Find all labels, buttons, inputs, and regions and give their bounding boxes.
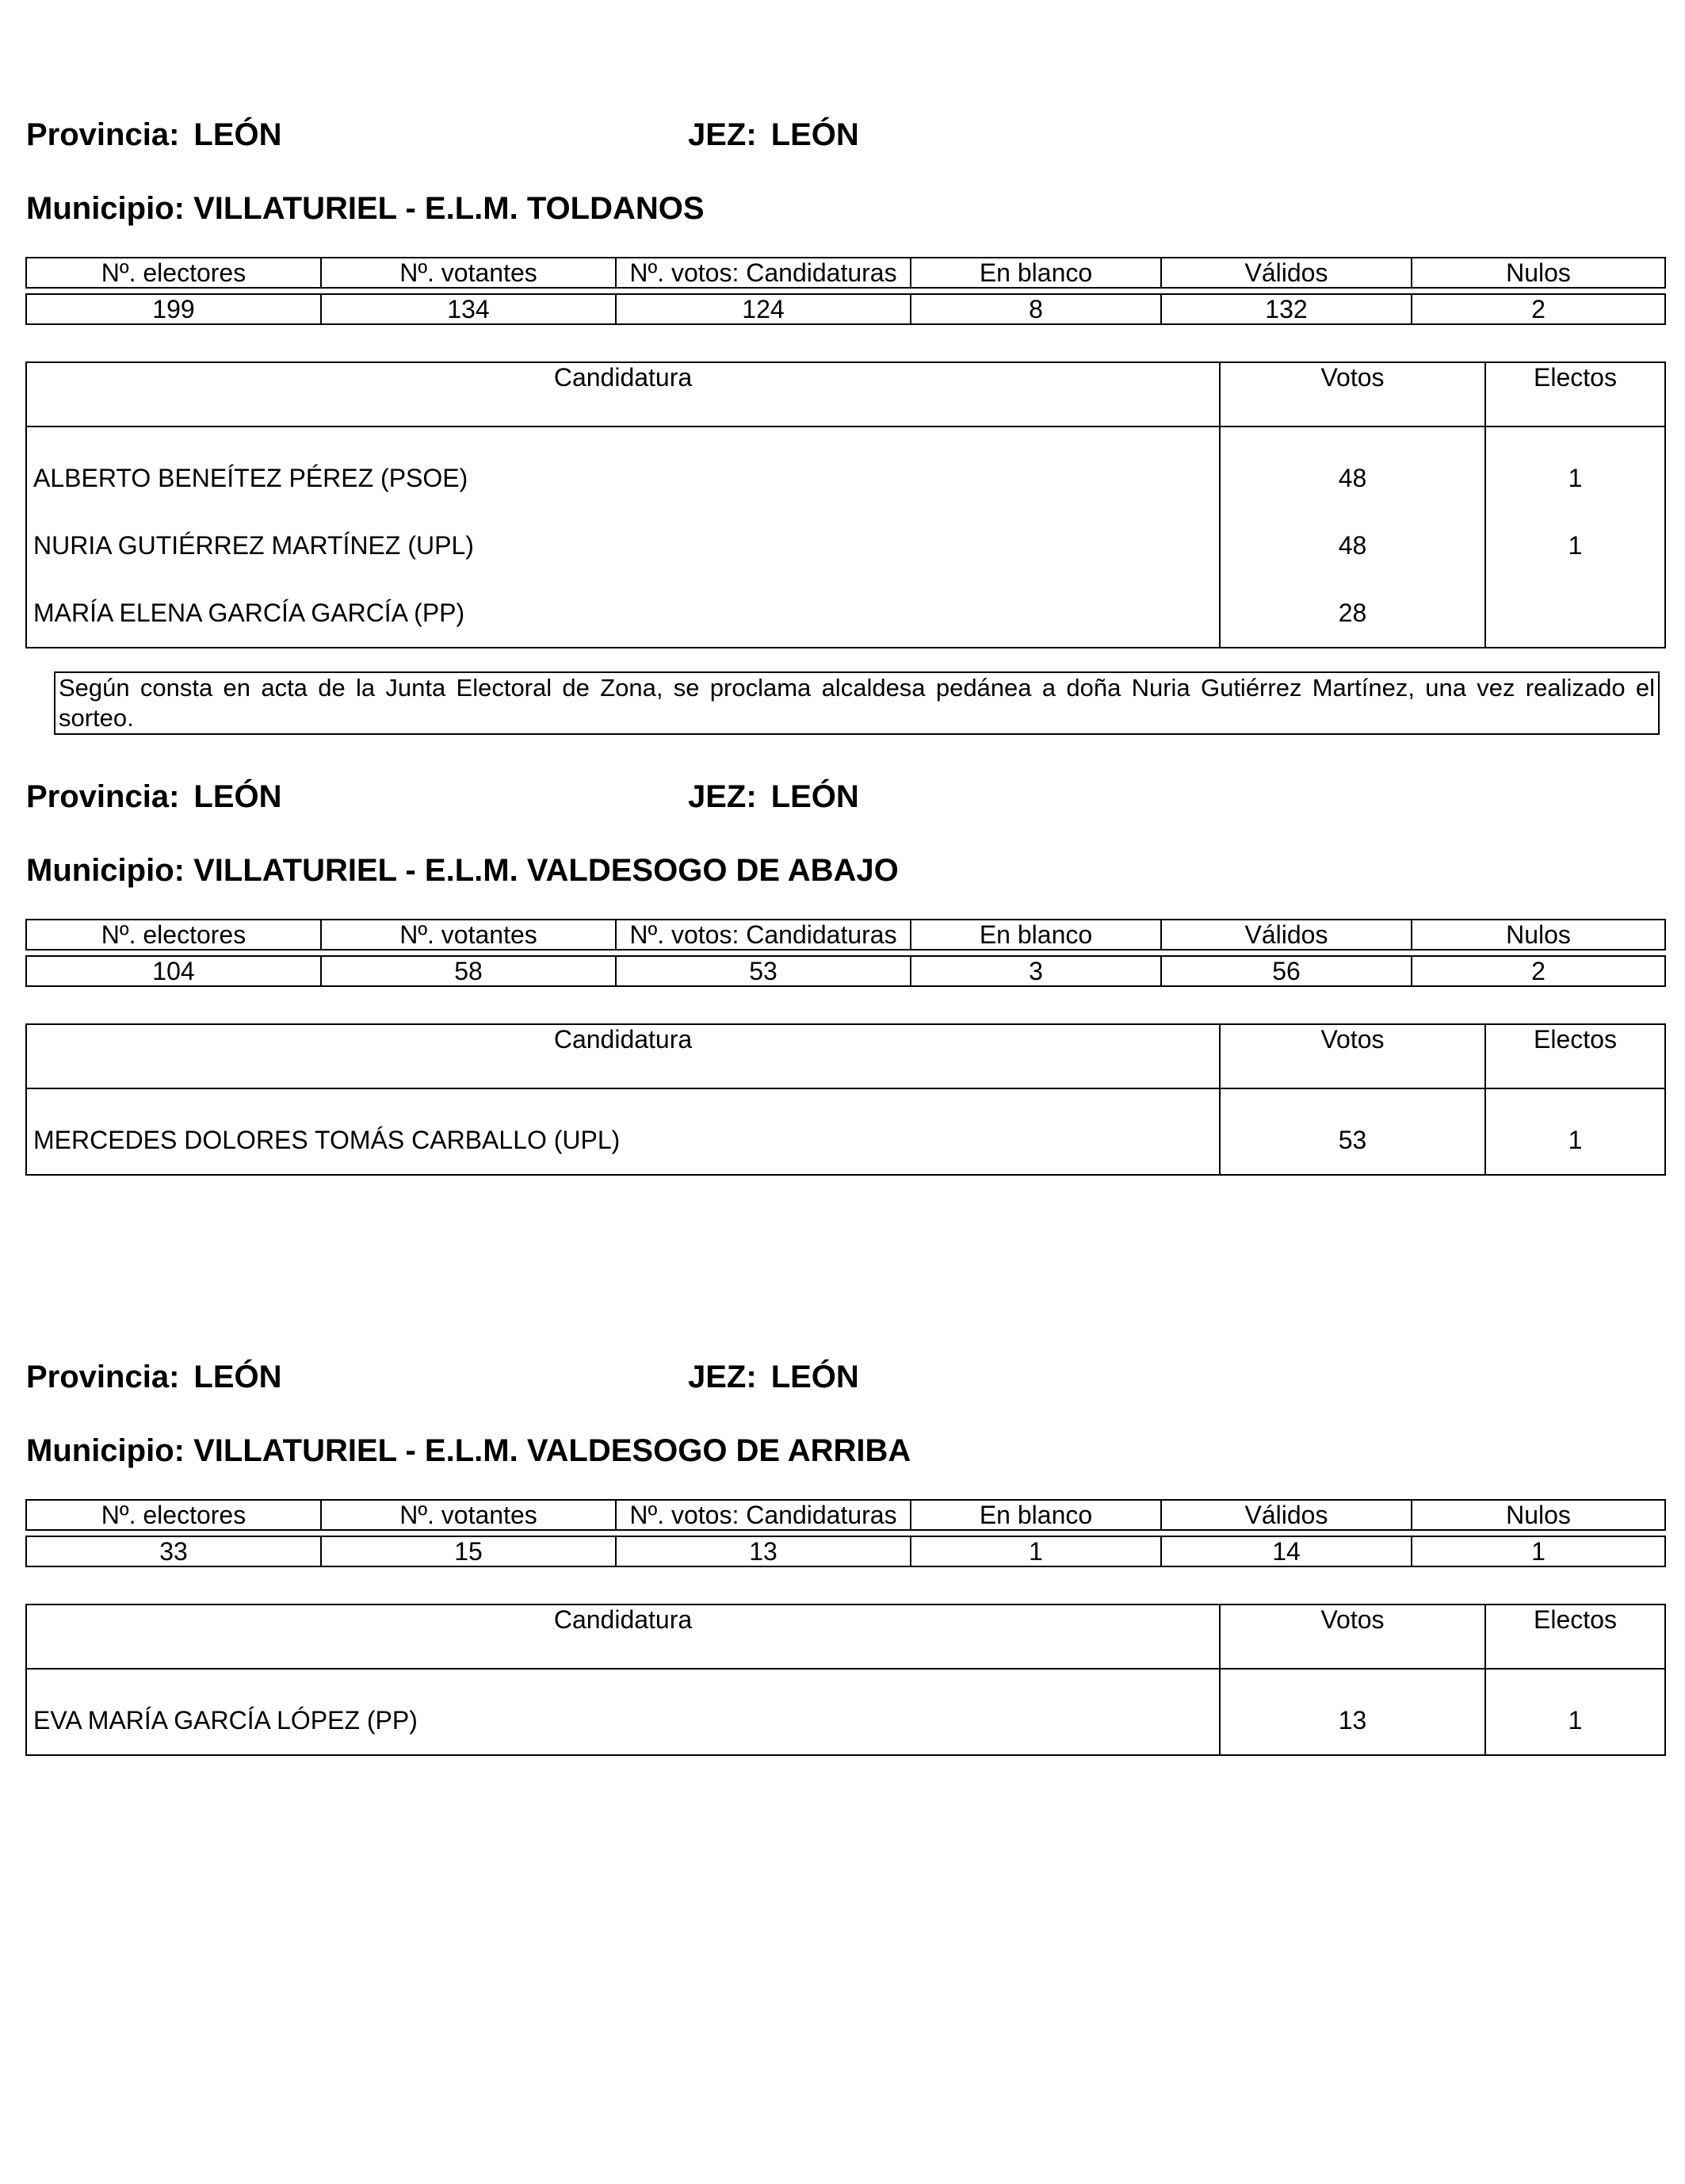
candidates-header-row bbox=[26, 1024, 1665, 1088]
jez-label: JEZ: bbox=[688, 779, 757, 814]
header-nulos: Nulos bbox=[1412, 258, 1665, 288]
candidate-votos: 28 bbox=[1220, 579, 1485, 648]
candidate-name: NURIA GUTIÉRREZ MARTÍNEZ (UPL) bbox=[26, 512, 1220, 579]
provincia-value: LEÓN bbox=[193, 117, 282, 152]
candidate-row bbox=[26, 426, 1665, 512]
candidates-header-row bbox=[26, 1605, 1665, 1669]
header-nulos: Nulos bbox=[1412, 1500, 1665, 1530]
value-en-blanco: 3 bbox=[911, 956, 1161, 986]
header-electos: Electos bbox=[1485, 362, 1665, 426]
value-electores: 199 bbox=[26, 294, 321, 324]
candidate-row bbox=[26, 1669, 1665, 1755]
jez-line bbox=[688, 1359, 859, 1395]
header-electos: Electos bbox=[1485, 1605, 1665, 1669]
provincia-label: Provincia: bbox=[26, 117, 180, 152]
provincia-line bbox=[26, 1359, 282, 1395]
value-en-blanco: 8 bbox=[911, 294, 1161, 324]
provincia-value: LEÓN bbox=[193, 1360, 282, 1394]
candidate-electos: 1 bbox=[1485, 1088, 1665, 1175]
candidates-table bbox=[25, 1023, 1666, 1176]
jez-line bbox=[688, 778, 859, 815]
candidate-votos: 53 bbox=[1220, 1088, 1485, 1175]
header-votantes: Nº. votantes bbox=[321, 258, 616, 288]
value-electores: 33 bbox=[26, 1536, 321, 1566]
stats-table bbox=[25, 257, 1666, 325]
candidate-electos: 1 bbox=[1485, 1669, 1665, 1755]
stats-table bbox=[25, 919, 1666, 987]
jez-label: JEZ: bbox=[688, 1360, 757, 1394]
value-validos: 56 bbox=[1161, 956, 1412, 986]
municipio-value: VILLATURIEL - E.L.M. VALDESOGO DE ARRIBA bbox=[193, 1433, 911, 1468]
value-electores: 104 bbox=[26, 956, 321, 986]
header-electores: Nº. electores bbox=[26, 920, 321, 950]
value-en-blanco: 1 bbox=[911, 1536, 1161, 1566]
value-votos-candidaturas: 53 bbox=[616, 956, 911, 986]
header-votos-candidaturas: Nº. votos: Candidaturas bbox=[616, 1500, 911, 1530]
candidate-electos bbox=[1485, 579, 1665, 648]
stats-value-row bbox=[26, 1536, 1665, 1566]
header-en-blanco: En blanco bbox=[911, 258, 1161, 288]
header-votantes: Nº. votantes bbox=[321, 920, 616, 950]
candidate-electos: 1 bbox=[1485, 426, 1665, 512]
municipio-line bbox=[26, 190, 705, 227]
candidate-votos: 13 bbox=[1220, 1669, 1485, 1755]
jez-value: LEÓN bbox=[770, 117, 859, 152]
header-votos-candidaturas: Nº. votos: Candidaturas bbox=[616, 258, 911, 288]
header-validos: Válidos bbox=[1161, 1500, 1412, 1530]
stats-header-row bbox=[26, 920, 1665, 950]
value-validos: 132 bbox=[1161, 294, 1412, 324]
candidate-row bbox=[26, 1088, 1665, 1175]
provincia-line bbox=[26, 117, 282, 153]
header-electos: Electos bbox=[1485, 1024, 1665, 1088]
stats-value-row bbox=[26, 956, 1665, 986]
candidate-row bbox=[26, 512, 1665, 579]
header-validos: Válidos bbox=[1161, 920, 1412, 950]
municipio-value: VILLATURIEL - E.L.M. VALDESOGO DE ABAJO bbox=[193, 853, 899, 888]
stats-value-row bbox=[26, 294, 1665, 324]
municipio-label: Municipio: bbox=[26, 191, 185, 226]
candidate-name: MARÍA ELENA GARCÍA GARCÍA (PP) bbox=[26, 579, 1220, 648]
jez-line bbox=[688, 117, 859, 153]
candidates-header-row bbox=[26, 362, 1665, 426]
value-validos: 14 bbox=[1161, 1536, 1412, 1566]
header-nulos: Nulos bbox=[1412, 920, 1665, 950]
candidates-table bbox=[25, 1604, 1666, 1756]
provincia-value: LEÓN bbox=[193, 779, 282, 814]
candidate-row bbox=[26, 579, 1665, 648]
header-candidatura: Candidatura bbox=[26, 362, 1220, 426]
candidate-electos: 1 bbox=[1485, 512, 1665, 579]
value-votantes: 58 bbox=[321, 956, 616, 986]
provincia-label: Provincia: bbox=[26, 1360, 180, 1394]
header-en-blanco: En blanco bbox=[911, 920, 1161, 950]
header-electores: Nº. electores bbox=[26, 258, 321, 288]
municipio-label: Municipio: bbox=[26, 853, 185, 888]
stats-table bbox=[25, 1499, 1666, 1567]
header-candidatura: Candidatura bbox=[26, 1024, 1220, 1088]
proclamation-note: Según consta en acta de la Junta Electoral de Zona, se proclama alcaldesa pedánea a doña Nuria Gutiérrez Martínez, una vez realizado el sorteo. bbox=[54, 671, 1660, 735]
header-en-blanco: En blanco bbox=[911, 1500, 1161, 1530]
header-validos: Válidos bbox=[1161, 258, 1412, 288]
header-candidatura: Candidatura bbox=[26, 1605, 1220, 1669]
header-votantes: Nº. votantes bbox=[321, 1500, 616, 1530]
candidate-votos: 48 bbox=[1220, 426, 1485, 512]
value-votos-candidaturas: 124 bbox=[616, 294, 911, 324]
provincia-label: Provincia: bbox=[26, 779, 180, 814]
candidate-votos: 48 bbox=[1220, 512, 1485, 579]
municipio-line bbox=[26, 1432, 911, 1469]
value-nulos: 2 bbox=[1412, 956, 1665, 986]
stats-header-row bbox=[26, 258, 1665, 288]
candidate-name: MERCEDES DOLORES TOMÁS CARBALLO (UPL) bbox=[26, 1088, 1220, 1175]
municipio-line bbox=[26, 852, 899, 889]
candidate-name: ALBERTO BENEÍTEZ PÉREZ (PSOE) bbox=[26, 426, 1220, 512]
header-votos: Votos bbox=[1220, 362, 1485, 426]
header-votos: Votos bbox=[1220, 1605, 1485, 1669]
header-votos: Votos bbox=[1220, 1024, 1485, 1088]
header-votos-candidaturas: Nº. votos: Candidaturas bbox=[616, 920, 911, 950]
municipio-label: Municipio: bbox=[26, 1433, 185, 1468]
value-votantes: 134 bbox=[321, 294, 616, 324]
candidate-name: EVA MARÍA GARCÍA LÓPEZ (PP) bbox=[26, 1669, 1220, 1755]
value-votantes: 15 bbox=[321, 1536, 616, 1566]
provincia-line bbox=[26, 778, 282, 815]
value-nulos: 1 bbox=[1412, 1536, 1665, 1566]
jez-value: LEÓN bbox=[770, 1360, 859, 1394]
candidates-table bbox=[25, 361, 1666, 648]
stats-header-row bbox=[26, 1500, 1665, 1530]
jez-label: JEZ: bbox=[688, 117, 757, 152]
municipio-value: VILLATURIEL - E.L.M. TOLDANOS bbox=[193, 191, 705, 226]
header-electores: Nº. electores bbox=[26, 1500, 321, 1530]
value-nulos: 2 bbox=[1412, 294, 1665, 324]
value-votos-candidaturas: 13 bbox=[616, 1536, 911, 1566]
jez-value: LEÓN bbox=[770, 779, 859, 814]
